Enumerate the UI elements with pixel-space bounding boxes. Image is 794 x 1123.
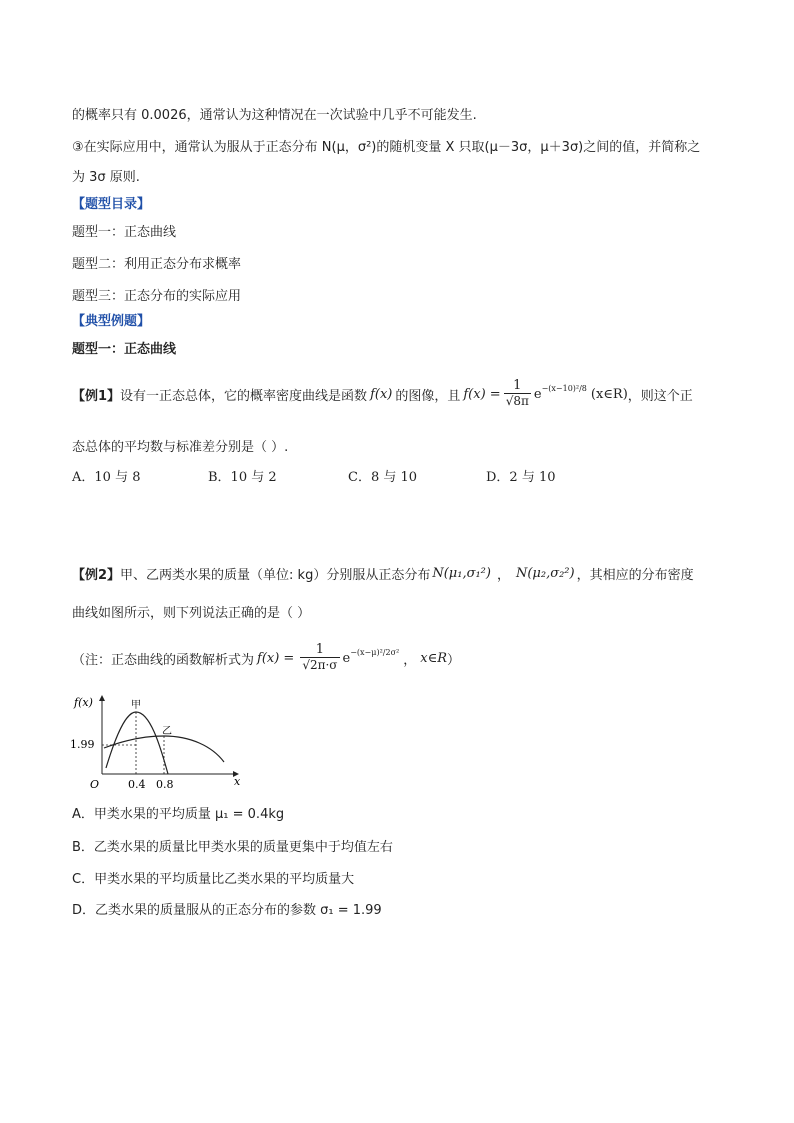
graph-origin: O <box>90 778 100 791</box>
intro-line-1: 的概率只有 0.0026，通常认为这种情况在一次试验中几乎不可能发生. <box>72 108 477 123</box>
toc-item-3: 题型三：正态分布的实际应用 <box>72 289 242 304</box>
example-1-option-d: D．2 与 10 <box>486 470 556 485</box>
example-1-label: 【例1】 <box>72 388 121 404</box>
example-2-note-den: √2π·σ <box>302 658 338 672</box>
example-2-statement: 【例2】 甲、乙两类水果的质量（单位: kg）分别服从正态分布 N(μ₁,σ₁²) ， N(μ₂,σ₂²) ，其相应的分布密度 <box>72 565 694 583</box>
graph-x-tick-2: 0.8 <box>156 778 174 791</box>
example-2-text-a: 甲、乙两类水果的质量（单位: kg）分别服从正态分布 <box>120 567 431 583</box>
graph-xlabel: x <box>234 775 241 788</box>
example-2-note-exp: −(x−μ)²/2σ² <box>350 647 400 657</box>
intro-line-2: ③在实际应用中，通常认为服从于正态分布 N(μ，σ²)的随机变量 X 只取(μ－3σ，μ＋3σ)之间的值，并简称之 <box>72 140 701 155</box>
toc-heading: 【题型目录】 <box>72 197 151 212</box>
intro-line-3: 为 3σ 原则. <box>72 170 140 185</box>
example-2-note-c: x∈R <box>420 650 448 666</box>
example-2-n1: N(μ₁,σ₁²) <box>432 565 491 581</box>
example-2-note-num: 1 <box>315 642 325 657</box>
example-2-option-d: D．乙类水果的质量服从的正态分布的参数 σ₁ = 1.99 <box>72 903 382 918</box>
example-1-fx: f(x) <box>370 386 393 402</box>
graph-ylabel: f(x) <box>74 696 93 709</box>
example-2-text-b: ，其相应的分布密度 <box>576 567 694 583</box>
example-1-e: e <box>533 386 542 402</box>
toc-item-2: 题型二：利用正态分布求概率 <box>72 257 242 272</box>
example-1-text-a: 设有一正态总体，它的概率密度曲线是函数 <box>120 388 368 404</box>
example-2-note-e: e <box>342 650 351 666</box>
example-1-line-2: 态总体的平均数与标准差分别是（ ）. <box>72 440 289 455</box>
example-1-text-b: 的图像，且 <box>395 388 461 404</box>
example-1-text-c: ，则这个正 <box>627 388 693 404</box>
example-2-option-a: A．甲类水果的平均质量 μ₁ = 0.4kg <box>72 807 285 822</box>
example-2-option-c: C．甲类水果的平均质量比乙类水果的平均质量大 <box>72 872 355 887</box>
example-2-note <box>72 636 460 680</box>
example-1-frac-num: 1 <box>513 378 522 393</box>
example-1-formula-lhs: f(x) = <box>463 386 501 402</box>
example-2-note-b: ， <box>403 652 417 668</box>
graph-y-tick: 1.99 <box>70 738 95 751</box>
example-1-option-a: A．10 与 8 <box>72 470 141 485</box>
examples-heading: 【典型例题】 <box>72 314 151 329</box>
example-1-statement <box>72 372 693 416</box>
example-2-note-lhs: f(x) = <box>257 650 295 666</box>
example-2-note-d: ） <box>447 652 461 668</box>
example-1-exponent: −(x−10)²/8 <box>541 383 587 393</box>
section-1-title: 题型一：正态曲线 <box>72 342 177 357</box>
example-1-option-b: B．10 与 2 <box>208 470 277 485</box>
example-1-option-c: C．8 与 10 <box>348 470 418 485</box>
example-1-fraction <box>504 379 531 409</box>
curve-jia <box>106 712 168 774</box>
toc-item-1: 题型一：正态曲线 <box>72 225 177 240</box>
example-2-n2: N(μ₂,σ₂²) <box>515 565 575 581</box>
graph-label-yi: 乙 <box>162 726 172 737</box>
example-1-frac-den: √8π <box>505 394 529 408</box>
example-2-label: 【例2】 <box>72 567 121 583</box>
example-2-note-a: （注：正态曲线的函数解析式为 <box>72 652 255 668</box>
example-2-line-2: 曲线如图所示，则下列说法正确的是（ ） <box>72 606 311 621</box>
example-2-option-b: B．乙类水果的质量比甲类水果的质量更集中于均值左右 <box>72 840 393 855</box>
example-1-domain: (x∈R) <box>590 386 628 402</box>
graph-label-jia: 甲 <box>131 700 141 711</box>
example-2-note-fraction <box>300 643 339 673</box>
graph-x-tick-1: 0.4 <box>128 778 146 791</box>
normal-curves-graph <box>70 690 250 794</box>
